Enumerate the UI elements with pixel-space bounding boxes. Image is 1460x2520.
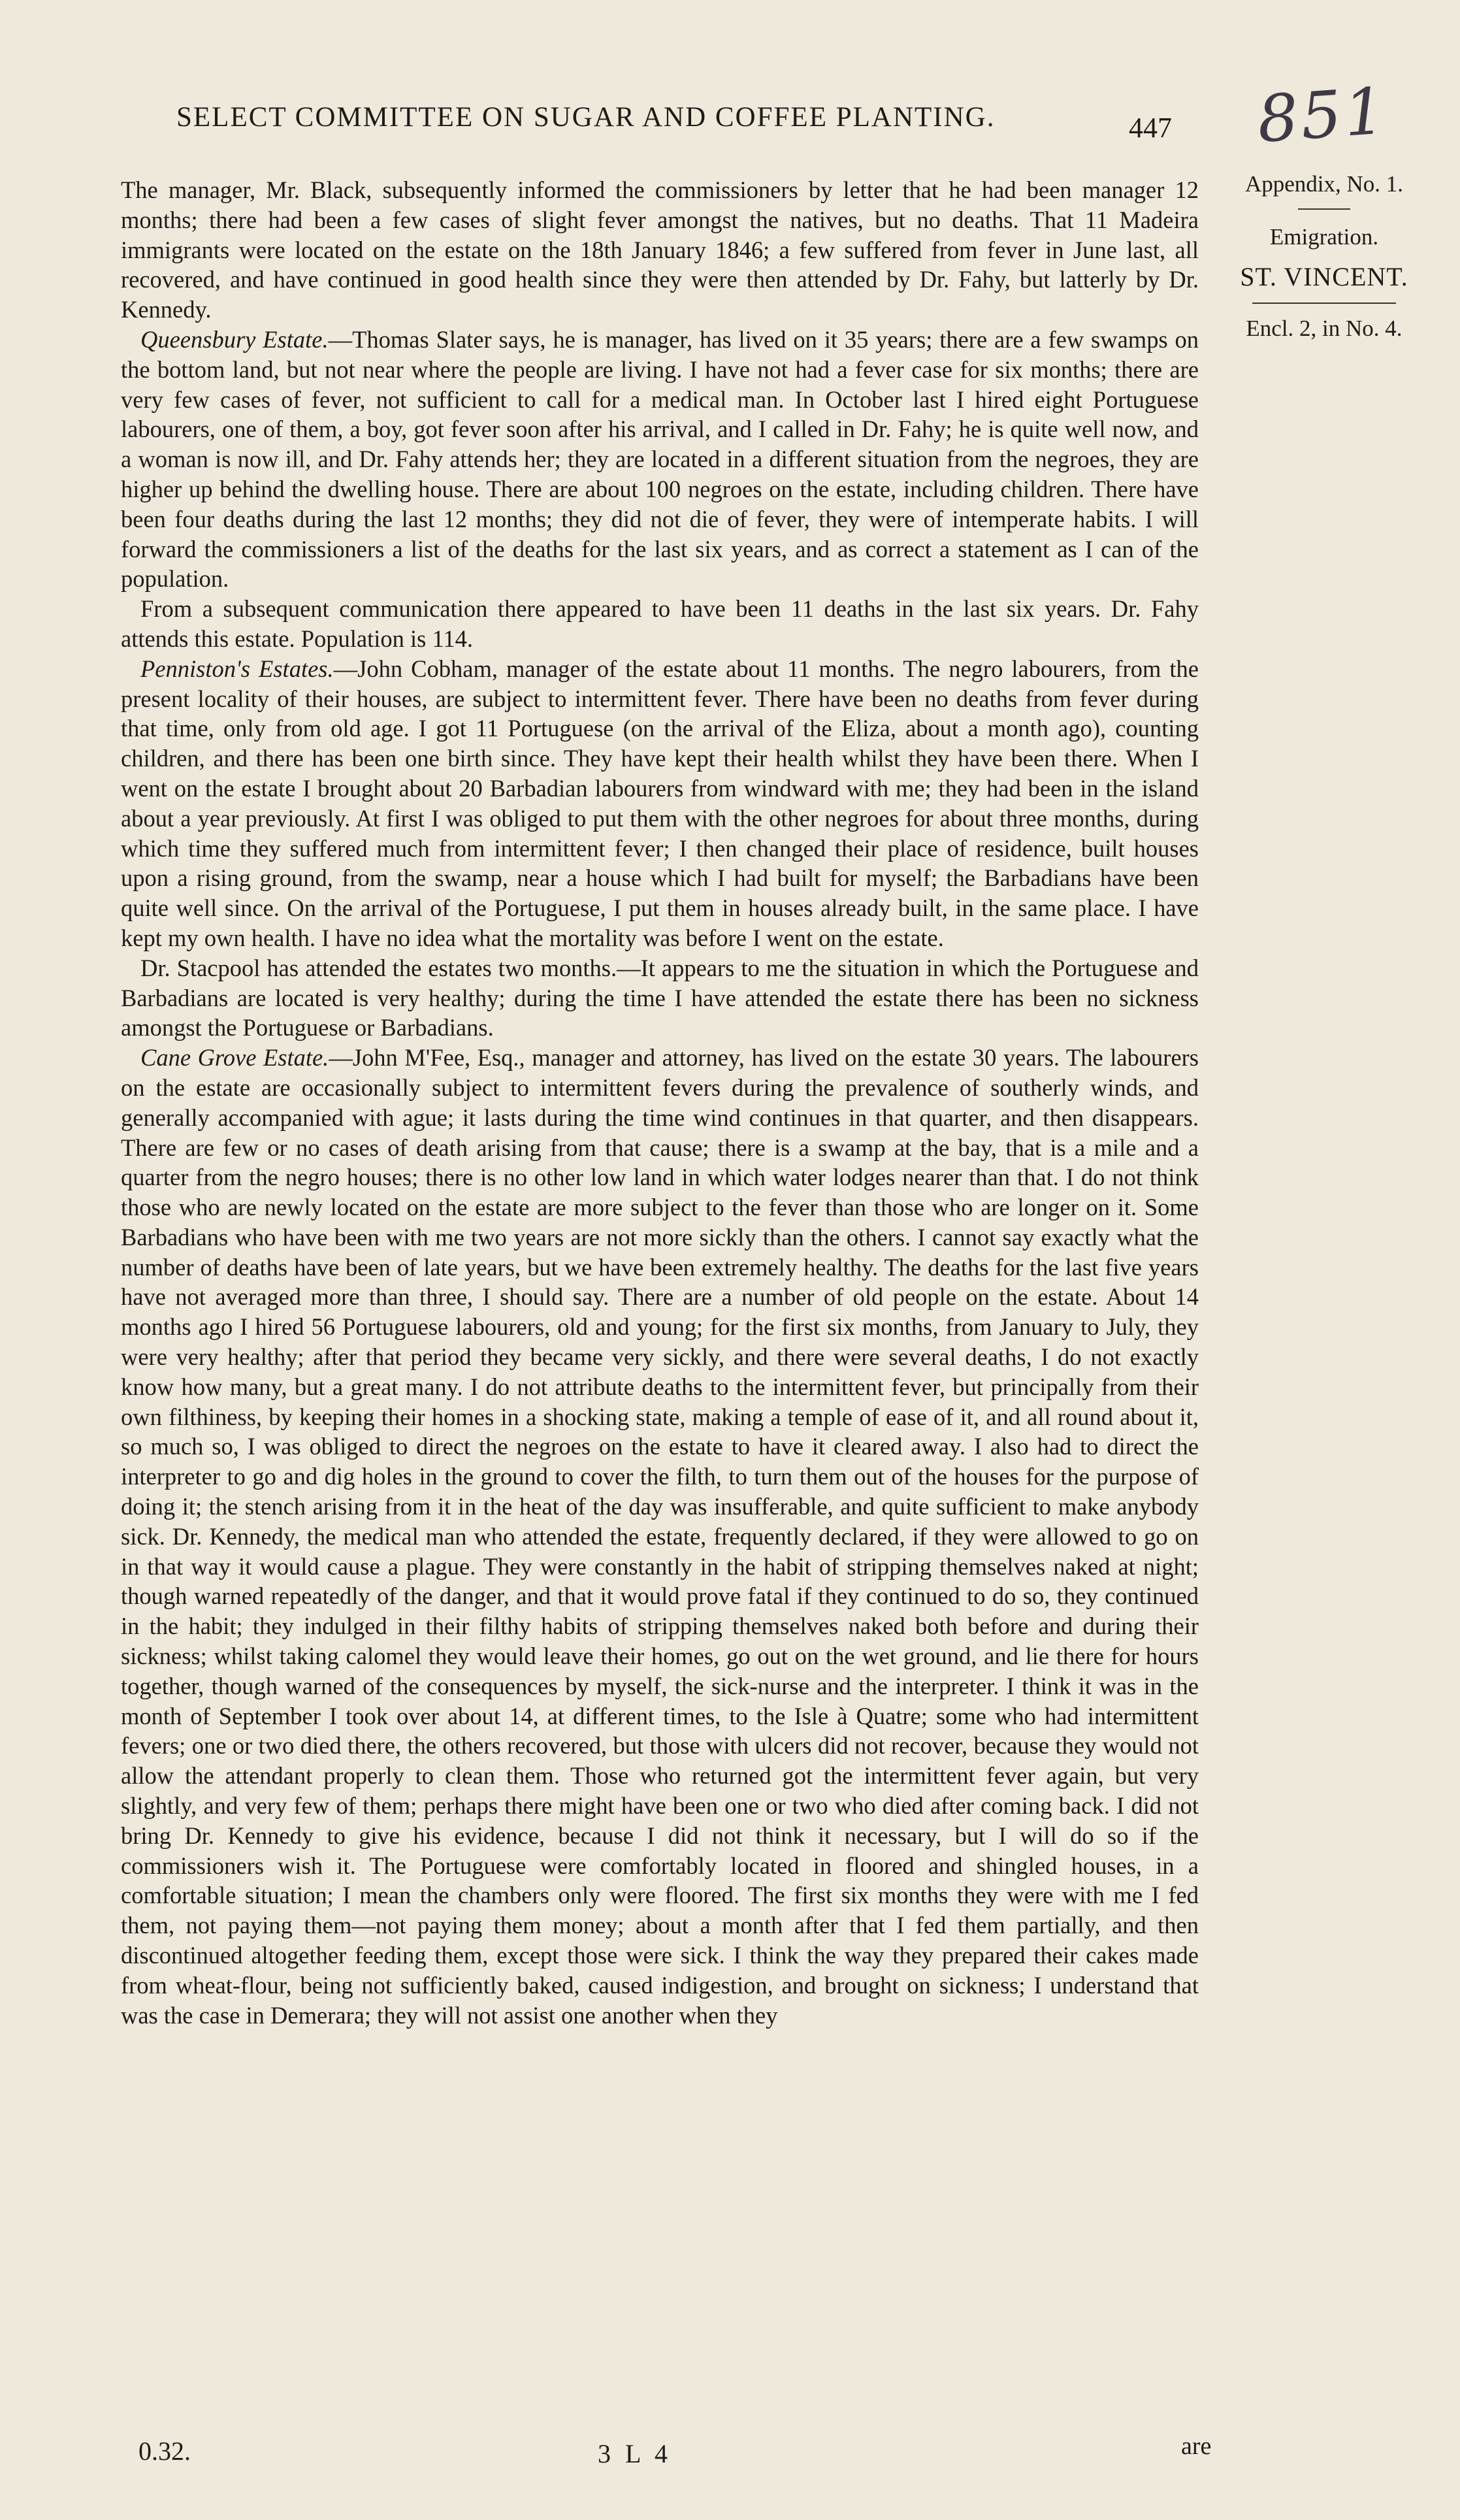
- paragraph: [121, 1043, 1199, 2030]
- body-text: [121, 175, 1199, 2030]
- margin-rule-short: [1298, 208, 1350, 210]
- margin-rule-long: [1252, 303, 1396, 304]
- paragraph-text: —John M'Fee, Esq., manager and attorney, has lived on the estate 30 years. The labourers on the estate are occasionally subject to intermittent fevers during the prevalence of southerly winds, and generally accompanied with ague; it lasts during the time wind continues in that quarter, and then disappears. There are few or no cases of death arising from that cause; there is a swamp at the bay, that is a mile and a quarter from the negro houses; there is no other low land in which water lodges nearer than that. I do not think those who are newly located on the estate are more subject to the fever than those who are longer on it. Some Barbadians who have been with me two years are not more sickly than the others. I cannot say exactly what the number of deaths have been of late years, but we have been extremely healthy. The deaths for the last five years have not averaged more than three, I should say. There are a number of old people on the estate. About 14 months ago I hired 56 Portuguese labourers, old and young; for the first six months, from January to July, they were very healthy; after that period they became very sickly, and there were several deaths, I do not exactly know how many, but a great many. I do not attribute deaths to the intermittent fever, but principally from their own filthiness, by keeping their homes in a shocking state, making a temple of ease of it, and all round about it, so much so, I was obliged to direct the negroes on the estate to have it cleared away. I also had to direct the interpreter to go and dig holes in the ground to cover the filth, to turn them out of the houses for the purpose of doing it; the stench arising from it in the heat of the day was insufferable, and quite sufficient to make anybody sick. Dr. Kennedy, the medical man who attended the estate, frequently declared, if they were allowed to go on in that way it would cause a plague. They were constantly in the habit of stripping themselves naked at night; though warned repeatedly of the danger, and that it would prove fatal if they continued to do so, they continued in the habit; they indulged in their filthy habits of stripping themselves naked both before and during their sickness; whilst taking calomel they would leave their homes, go out on the wet ground, and lie there for hours together, though warned of the consequences by myself, the sick-nurse and the interpreter. I think it was in the month of September I took over about 14, at different times, to the Isle à Quatre; some who had intermittent fevers; one or two died there, the others recovered, but those with ulcers did not recover, because they would not allow the attendant properly to clean them. Those who returned got the intermittent fever again, but very slightly, and very few of them; perhaps there might have been one or two who died after coming back. I did not bring Dr. Kennedy to give his evidence, because I did not think it necessary, but I will do so if the commissioners wish it. The Portuguese were comfortably located in floored and shingled houses, in a comfortable situation; I mean the chambers only were floored. The first six months they were with me I fed them, not paying them—not paying them money; about a month after that I fed them partially, and then discontinued altogether feeding them, except those were sick. I think the way they prepared their cakes made from wheat-flour, being not sufficiently baked, caused indigestion, and brought on sickness; I understand that was the case in Demerara; they will not assist one another when they: [121, 1044, 1199, 2029]
- footer-catchword: are: [1181, 2432, 1212, 2460]
- margin-section: Emigration.: [1269, 224, 1379, 250]
- estate-heading: Penniston's Estates.: [140, 655, 334, 682]
- margin-appendix: Appendix, No. 1.: [1244, 171, 1404, 197]
- margin-colony: ST. VINCENT.: [1240, 261, 1408, 291]
- paragraph: [121, 654, 1199, 953]
- footer-reference: 0.32.: [138, 2436, 191, 2466]
- paragraph: [121, 325, 1199, 594]
- estate-heading: Queensbury Estate.: [140, 325, 329, 353]
- margin-enclosure: Encl. 2, in No. 4.: [1246, 315, 1403, 341]
- page-number: 447: [1129, 112, 1172, 144]
- running-head: SELECT COMMITTEE ON SUGAR AND COFFEE PLANTING.: [176, 102, 996, 133]
- paragraph-text: The manager, Mr. Black, subsequently informed the commissioners by letter that he had been manager 12 months; there had been a few cases of slight fever amongst the natives, but no deaths. That 11 Madeira immigrants were located on the estate on the 18th January 1846; a few suffered from fever in June last, all recovered, and have continued in good health since they were then attended by Dr. Fahy, but latterly by Dr. Kennedy.: [121, 176, 1199, 323]
- paragraph-text: —John Cobham, manager of the estate about 11 months. The negro labourers, from the present locality of their houses, are subject to intermittent fever. There have been no deaths from fever during that time, only from old age. I got 11 Portuguese (on the arrival of the Eliza, about a month ago), counting children, and there has been one birth since. They have kept their health whilst they have been there. When I went on the estate I brought about 20 Barbadian labourers from windward with me; they had been in the island about a year previously. At first I was obliged to put them with the other negroes for about three months, during which time they suffered much from intermittent fever; I then changed their place of residence, built houses upon a rising ground, from the swamp, near a house which I had built for myself; the Barbadians have been quite well since. On the arrival of the Portuguese, I put them in houses already built, in the same place. I have kept my own health. I have no idea what the mortality was before I went on the estate.: [121, 655, 1199, 951]
- margin-note: [1216, 169, 1432, 344]
- paragraph-text: Dr. Stacpool has attended the estates two months.—It appears to me the situation in which the Portuguese and Barbadians are located is very healthy; during the time I have attended the estate there has been no sickness amongst the Portuguese or Barbadians.: [121, 954, 1199, 1041]
- paragraph: [121, 175, 1199, 325]
- footer-signature-mark: 3 L 4: [598, 2439, 672, 2468]
- handwritten-folio-number: 851: [1255, 74, 1390, 157]
- paragraph-text: —Thomas Slater says, he is manager, has lived on it 35 years; there are a few swamps on the bottom land, but not near where the people are living. I have not had a fever case for six months; there are very few cases of fever, not sufficient to call for a medical man. In October last I hired eight Portuguese labourers, one of them, a boy, got fever soon after his arrival, and I called in Dr. Fahy; he is quite well now, and a woman is now ill, and Dr. Fahy attends her; they are located in a different situation from the negroes, they are higher up behind the dwelling house. There are about 100 negroes on the estate, including children. There have been four deaths during the last 12 months; they did not die of fever, they were of intemperate habits. I will forward the commissioners a list of the deaths for the last six years, and as correct a statement as I can of the population.: [121, 325, 1199, 593]
- paragraph: [121, 594, 1199, 654]
- paragraph: [121, 953, 1199, 1043]
- estate-heading: Cane Grove Estate.: [140, 1044, 329, 1072]
- paragraph-text: From a subsequent communication there appeared to have been 11 deaths in the last six years. Dr. Fahy attends this estate. Population is 114.: [121, 595, 1199, 652]
